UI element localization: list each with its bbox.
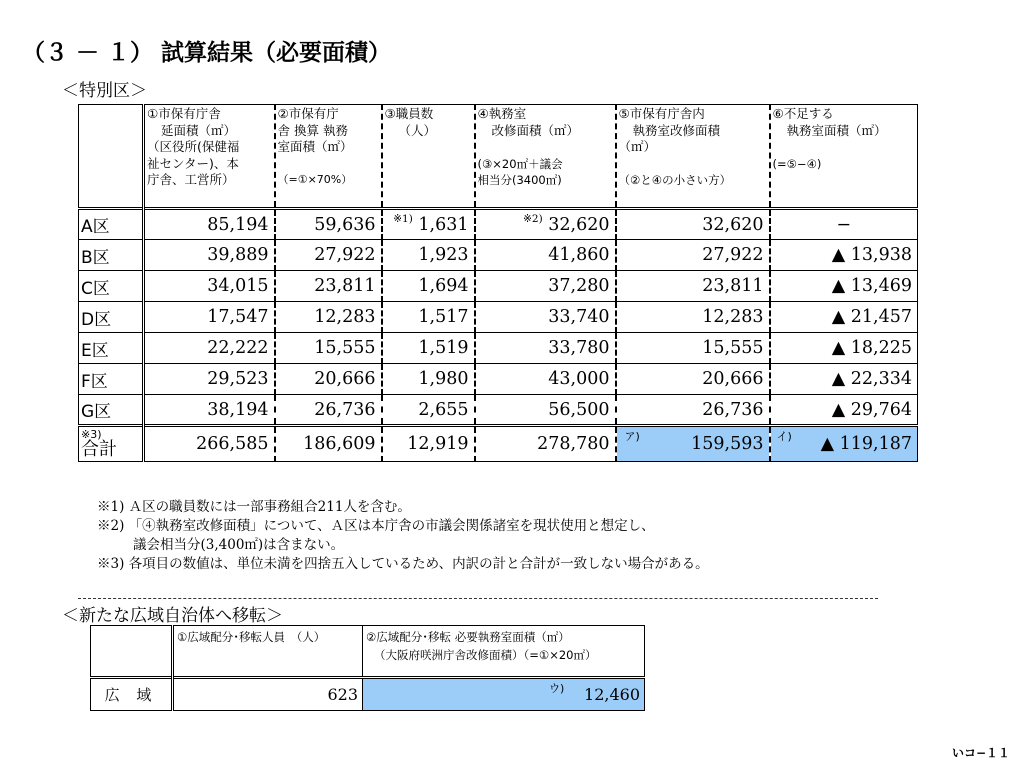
note-marker: イ): [776, 430, 792, 443]
cell-col6-highlight: イ) ▲ 119,187: [770, 426, 918, 462]
cell-col5: 23,811: [616, 271, 770, 302]
cell-col1: 39,889: [144, 240, 275, 271]
cell-col2: 20,666: [275, 364, 382, 395]
cell-col6: ▲ 21,457: [770, 302, 918, 333]
cell-col2: 15,555: [275, 333, 382, 364]
row-label: F区: [79, 364, 144, 395]
row-label: B区: [79, 240, 144, 271]
cell-col4: 278,780: [475, 426, 616, 462]
footnote-2: ※2) 「④執務室改修面積」について、Ａ区は本庁舎の市議会関係諸室を現状使用と想定し、: [97, 518, 655, 534]
table-row-f: [79, 364, 918, 395]
cell-col1: 17,547: [144, 302, 275, 333]
special-wards-table: [78, 104, 918, 462]
cell-col2: 26,736: [275, 395, 382, 426]
row-label: D区: [79, 302, 144, 333]
footnote-2-continued: 議会相当分(3,400㎡)は含まない。: [133, 537, 345, 553]
wide-area-table: [90, 625, 645, 711]
header-col4: ④執務室 改修面積（㎡） (③×20㎡＋議会 相当分(3400㎡): [475, 105, 616, 209]
cell-col4: 56,500: [475, 395, 616, 426]
cell-col1: 34,015: [144, 271, 275, 302]
note-marker: ウ): [549, 682, 565, 695]
table-row-total: [79, 426, 918, 462]
cell-col6: ▲ 29,764: [770, 395, 918, 426]
table-row-e: [79, 333, 918, 364]
note-marker: ア): [624, 430, 640, 443]
footnote-1: ※1) Ａ区の職員数には一部事務組合211人を含む。: [97, 499, 411, 515]
cell-col2: 186,609: [275, 426, 382, 462]
table-row-g: [79, 395, 918, 426]
cell-col6: ▲ 22,334: [770, 364, 918, 395]
cell-col4: 41,860: [475, 240, 616, 271]
cell-col1: 29,523: [144, 364, 275, 395]
cell-col1: 85,194: [144, 209, 275, 240]
cell-col3: 1,519: [382, 333, 475, 364]
cell-col3: 1,923: [382, 240, 475, 271]
cell-col5: 26,736: [616, 395, 770, 426]
cell-col4: 33,740: [475, 302, 616, 333]
note-marker: ※2): [523, 212, 543, 225]
footnote-3: ※3) 各項目の数値は、単位未満を四捨五入しているため、内訳の計と合計が一致しない場合がある。: [97, 556, 709, 572]
header-col1: ①市保有庁舎 延面積（㎡） （区役所(保健福 祉センター)、本 庁舎、工営所）: [144, 105, 275, 209]
cell-col2: 23,811: [275, 271, 382, 302]
cell-col1: 22,222: [144, 333, 275, 364]
row-label-total: ※3) 合計: [79, 426, 144, 462]
cell-col4: $^{※2)}$ 32,620: [475, 209, 616, 240]
note-marker: ※1): [393, 212, 413, 225]
page-title: （３ － １） 試算結果（必要面積）: [22, 40, 392, 66]
header-blank: [79, 105, 144, 209]
cell-col3: 1,980: [382, 364, 475, 395]
cell-col3: 12,919: [382, 426, 475, 462]
cell-col5: 20,666: [616, 364, 770, 395]
header-col2: ②市保有庁 舎 換算 執務 室面積（㎡） （=①×70%）: [275, 105, 382, 209]
cell-col1: 266,585: [144, 426, 275, 462]
cell-col2: 59,636: [275, 209, 382, 240]
cell-col1: 38,194: [144, 395, 275, 426]
table-row-c: [79, 271, 918, 302]
header-col3: ③職員数 （人）: [382, 105, 475, 209]
note-marker: ※3): [81, 428, 102, 441]
table-row-wide-area: [91, 678, 645, 711]
cell-col4: 43,000: [475, 364, 616, 395]
table-row-a: [79, 209, 918, 240]
header-blank: [91, 626, 173, 678]
cell-required-area-highlight: ウ) 12,460: [363, 678, 645, 711]
cell-col4: 37,280: [475, 271, 616, 302]
cell-col5: 32,620: [616, 209, 770, 240]
cell-col2: 27,922: [275, 240, 382, 271]
cell-col5: 27,922: [616, 240, 770, 271]
cell-col5-highlight: ア) 159,593: [616, 426, 770, 462]
cell-col5: 12,283: [616, 302, 770, 333]
cell-col4: 33,780: [475, 333, 616, 364]
header-col6: ⑥不足する 執務室面積（㎡） (=⑤−④): [770, 105, 918, 209]
row-label: A区: [79, 209, 144, 240]
header-col5: ⑤市保有庁舎内 執務室改修面積 （㎡） （②と④の小さい方）: [616, 105, 770, 209]
row-label: C区: [79, 271, 144, 302]
row-label: 広 域: [91, 678, 173, 711]
table-row-b: [79, 240, 918, 271]
cell-col3: 1,517: [382, 302, 475, 333]
header-required-area: ②広域配分･移転 必要執務室面積（㎡） （大阪府咲洲庁舎改修面積）（=①×20㎡）: [363, 626, 645, 678]
cell-col6: −: [770, 209, 918, 240]
section-heading-special-wards: ＜特別区＞: [62, 81, 147, 101]
section-heading-wide-area: ＜新たな広域自治体へ移転＞: [62, 606, 283, 626]
row-label: G区: [79, 395, 144, 426]
cell-transfer-staff: 623: [173, 678, 363, 711]
cell-col3: $^{※1)}$ 1,631: [382, 209, 475, 240]
footnotes: [97, 498, 709, 574]
cell-col3: 2,655: [382, 395, 475, 426]
cell-col5: 15,555: [616, 333, 770, 364]
cell-col6: ▲ 13,469: [770, 271, 918, 302]
section-divider: [78, 598, 878, 599]
cell-col2: 12,283: [275, 302, 382, 333]
table-row-d: [79, 302, 918, 333]
cell-col3: 1,694: [382, 271, 475, 302]
row-label: E区: [79, 333, 144, 364]
header-transfer-staff: ①広域配分･移転人員 （人）: [173, 626, 363, 678]
page-number: いコ−１１: [951, 746, 1010, 760]
cell-col6: ▲ 13,938: [770, 240, 918, 271]
cell-col6: ▲ 18,225: [770, 333, 918, 364]
